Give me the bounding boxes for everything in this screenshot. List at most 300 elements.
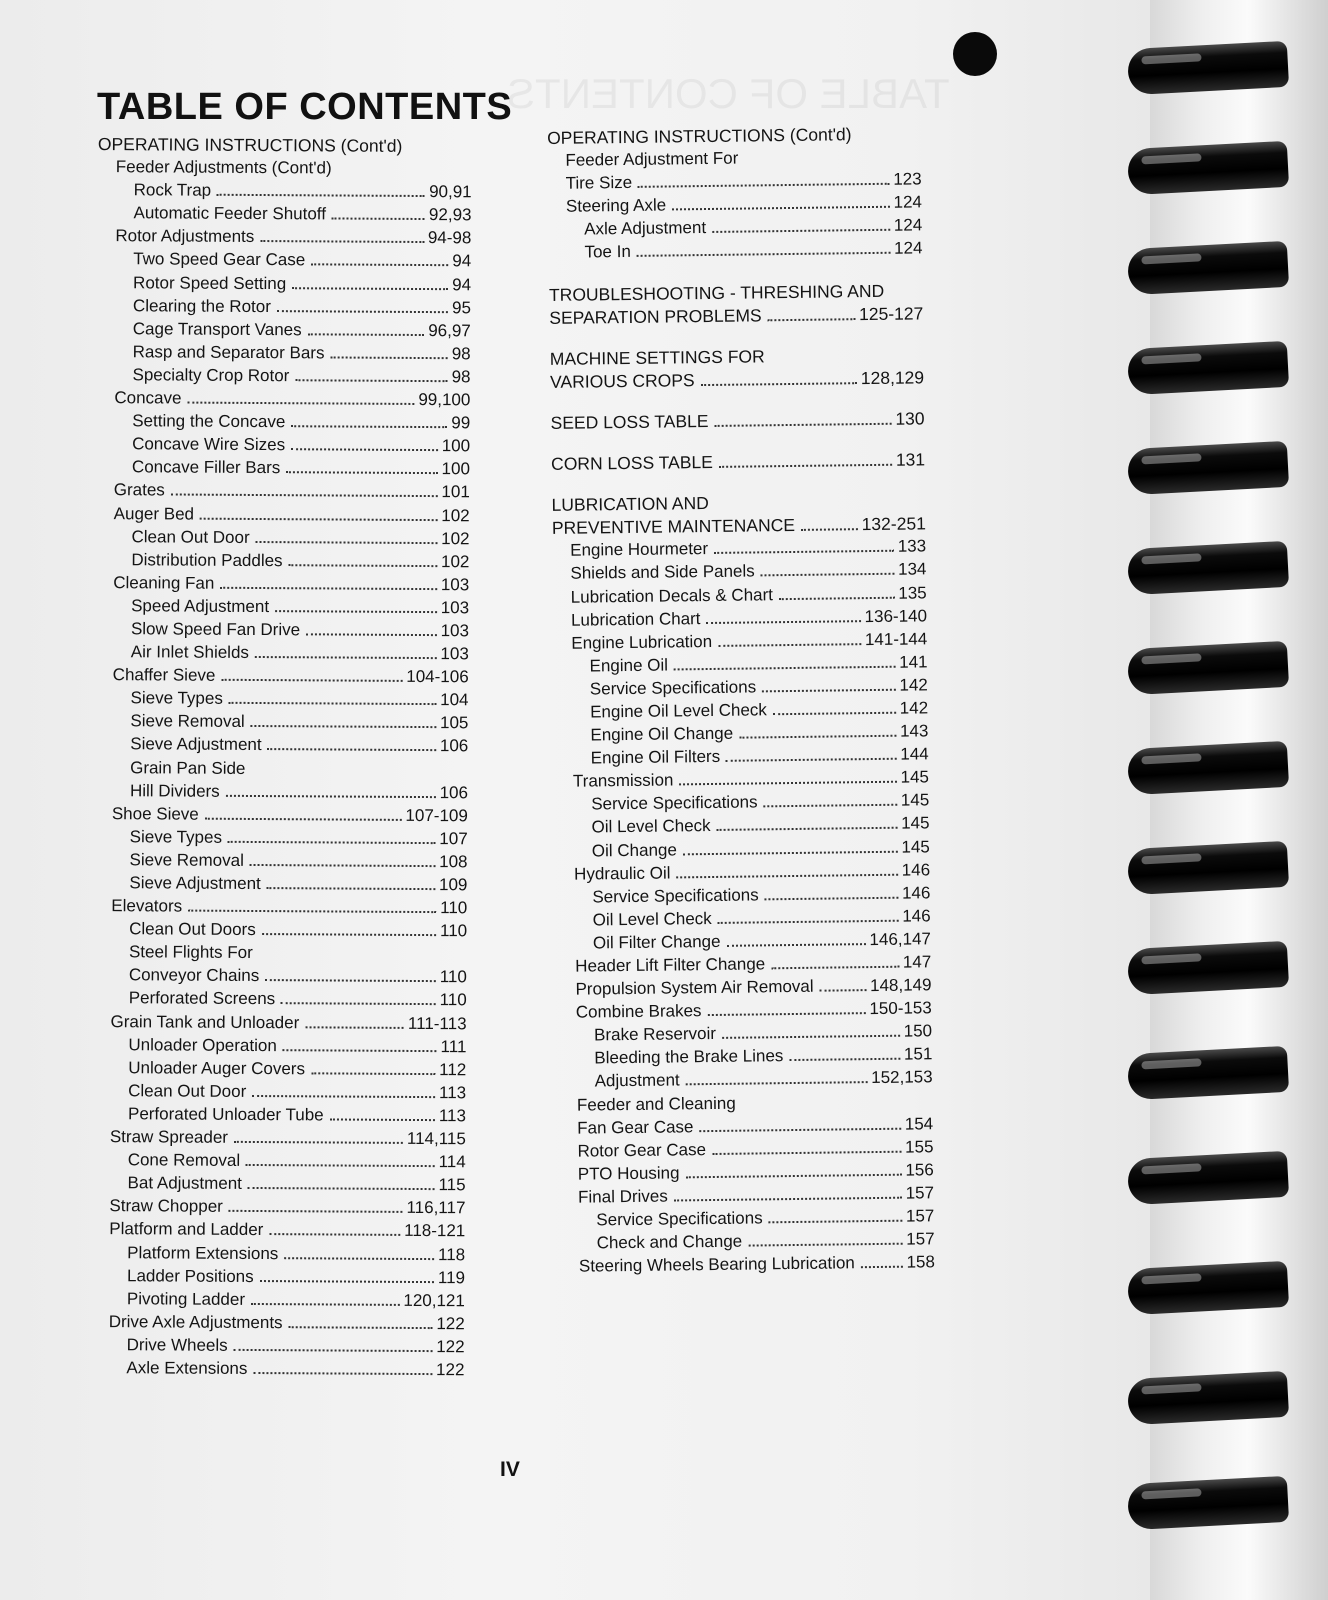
binding-coil [1127, 541, 1289, 595]
dot-leader [637, 252, 890, 257]
binding-coil [1127, 641, 1289, 695]
toc-entry-page: 94 [452, 251, 472, 271]
toc-entry-title: Service Specifications [589, 677, 757, 699]
toc-entry-page: 94 [452, 274, 472, 294]
dot-leader [726, 758, 896, 762]
toc-entry [88, 1127, 466, 1152]
toc-entry-page: 146,147 [869, 929, 932, 949]
toc-entry-title: Chaffer Sieve [112, 665, 216, 685]
toc-entry [91, 642, 469, 667]
dot-leader [769, 1220, 902, 1224]
toc-entry-title: Automatic Feeder Shutoff [133, 203, 327, 224]
toc-entry-title: Sieve Adjustment [129, 873, 261, 894]
toc-entry-page: 92,93 [428, 205, 472, 225]
toc-entry-page: 114,115 [406, 1128, 466, 1149]
toc-entry-title: Toe In [584, 242, 631, 262]
dot-leader [251, 725, 436, 728]
dot-leader [262, 933, 436, 936]
toc-entry [91, 550, 469, 575]
dot-leader [217, 194, 425, 197]
toc-entry-page: 119 [437, 1267, 466, 1287]
spiral-binding [1150, 0, 1328, 1600]
toc-entry [91, 573, 469, 598]
toc-entry-title: Lubrication Chart [570, 608, 701, 630]
toc-entry-title: Rotor Adjustments [115, 226, 255, 247]
dot-leader [311, 1072, 435, 1075]
toc-entry-page: 98 [451, 367, 471, 387]
toc-entry-title: Clean Out Doors [129, 919, 256, 940]
binding-coil [1127, 1151, 1289, 1205]
toc-entry [92, 480, 470, 505]
toc-entry [90, 804, 468, 829]
toc-entry-title: Final Drives [577, 1186, 668, 1207]
dot-leader [677, 873, 898, 878]
toc-entry-page: 130 [895, 408, 925, 429]
toc-entry-title: Steering Axle [565, 195, 667, 217]
dot-leader [306, 633, 436, 636]
toc-entry [90, 688, 468, 713]
toc-entry-title: Sieve Types [130, 688, 223, 709]
toc-entry-page: 98 [451, 344, 471, 364]
toc-entry-title: MACHINE SETTINGS FOR [549, 346, 765, 369]
dot-leader [234, 1141, 403, 1144]
toc-entry [89, 919, 467, 944]
dot-leader [281, 1003, 435, 1006]
toc-entry-title: Elevators [111, 896, 183, 916]
toc-entry [90, 781, 468, 806]
toc-entry-page: 157 [905, 1183, 935, 1203]
dot-leader [246, 1164, 434, 1167]
toc-entry-page: 146 [901, 859, 931, 880]
toc-entry [90, 758, 468, 783]
toc-entry-title: Grates [113, 480, 165, 500]
toc-entry [90, 711, 468, 736]
toc-entry-page: 102 [441, 505, 470, 525]
dot-leader [672, 206, 889, 211]
toc-entry [88, 1035, 466, 1060]
toc-entry-title: Two Speed Gear Case [133, 249, 306, 270]
dot-leader [308, 333, 425, 336]
toc-entry [90, 827, 468, 852]
toc-entry [88, 1104, 466, 1129]
toc-entry-page: 128,129 [860, 367, 925, 388]
toc-entry [87, 1312, 465, 1337]
toc-right-column [543, 123, 935, 1280]
dot-leader [764, 804, 897, 808]
toc-entry-title: Sieve Adjustment [130, 734, 262, 755]
toc-entry [88, 1173, 466, 1198]
toc-entry-page: 102 [441, 528, 470, 548]
dot-leader [229, 1210, 403, 1213]
toc-entry-page: 136-140 [864, 605, 928, 626]
dot-leader [286, 471, 437, 474]
dot-leader [779, 596, 894, 599]
dot-leader [221, 679, 402, 682]
dot-leader [251, 1303, 399, 1306]
toc-entry-page: 100 [441, 436, 471, 456]
toc-entry [93, 249, 471, 274]
toc-entry-page: 113 [438, 1106, 467, 1126]
dot-leader [291, 448, 438, 451]
dot-leader [789, 1058, 900, 1061]
toc-entry-title: Propulsion System Air Removal [575, 976, 814, 999]
toc-entry-page: 118 [437, 1244, 466, 1264]
binding-coil [1127, 1046, 1289, 1100]
toc-entry-page: 104 [440, 690, 469, 710]
toc-entry-title: Distribution Paddles [131, 549, 283, 570]
ghost-title: TABLE OF CONTENTS [507, 70, 950, 117]
toc-entry-page: 145 [901, 836, 930, 857]
toc-entry-title: Hill Dividers [129, 780, 220, 801]
toc-entry-title: Combine Brakes [575, 1001, 702, 1022]
toc-entry [92, 434, 470, 459]
toc-entry-page: 143 [899, 721, 929, 741]
toc-entry [88, 1150, 466, 1175]
toc-entry-title: Specialty Crop Rotor [132, 365, 290, 386]
toc-entry-page: 116,117 [406, 1198, 466, 1218]
dot-leader [265, 979, 435, 982]
dot-leader [718, 643, 861, 647]
dot-leader [188, 910, 436, 914]
dot-leader [686, 1082, 868, 1086]
dot-leader [638, 183, 889, 188]
toc-entry-page: 101 [441, 482, 470, 502]
dot-leader [260, 1280, 434, 1283]
toc-entry-page: 104-106 [406, 667, 469, 687]
toc-entry [89, 873, 467, 898]
toc-entry-title: Rasp and Separator Bars [132, 342, 325, 363]
binding-coil [1127, 441, 1289, 495]
toc-entry-page: 94-98 [427, 228, 472, 248]
toc-entry-page: 106 [439, 782, 469, 802]
toc-entry [92, 503, 470, 528]
toc-entry-page: 146 [902, 906, 931, 926]
toc-entry-title: Clean Out Door [128, 1081, 247, 1101]
toc-entry-title: Grain Tank and Unloader [110, 1011, 300, 1032]
toc-section-heading [94, 134, 472, 159]
toc-entry-page: 146 [901, 883, 931, 903]
toc-entry [88, 1012, 466, 1037]
dot-leader [739, 735, 896, 739]
binding-coil [1127, 1371, 1289, 1425]
toc-entry [91, 596, 469, 621]
toc-entry-page: 152,153 [871, 1067, 933, 1088]
toc-entry-title: OPERATING INSTRUCTIONS (Cont'd) [546, 124, 852, 148]
toc-entry-page: 103 [440, 621, 470, 641]
toc-entry-title: Perforated Unloader Tube [127, 1104, 324, 1125]
binding-coil [1127, 841, 1289, 895]
dot-leader [305, 1026, 404, 1029]
toc-entry-title: Rotor Speed Setting [133, 272, 287, 293]
dot-leader [226, 794, 436, 797]
toc-entry-title: Concave Filler Bars [131, 457, 281, 478]
toc-entry [94, 157, 472, 182]
dot-leader [289, 564, 437, 567]
toc-entry-title: Pivoting Ladder [126, 1288, 246, 1309]
toc-entry [92, 411, 470, 436]
toc-entry [88, 1081, 466, 1106]
toc-entry-page: 124 [894, 238, 923, 259]
toc-entry-title: VARIOUS CROPS [549, 370, 695, 392]
toc-entry-title: Straw Spreader [109, 1127, 229, 1147]
toc-entry [93, 203, 471, 228]
toc-entry-title: Brake Reservoir [593, 1024, 717, 1045]
dot-leader [718, 920, 899, 924]
dot-leader [275, 610, 437, 613]
dot-leader [762, 689, 895, 693]
dot-leader [861, 1266, 903, 1269]
toc-entry-title: Header Lift Filter Change [575, 954, 766, 976]
toc-entry-title: Platform Extensions [127, 1242, 279, 1263]
dot-leader [773, 712, 896, 716]
toc-entry-page: 99,100 [418, 390, 471, 410]
toc-entry-title: Oil Level Check [592, 908, 712, 930]
toc-entry-title: Conveyor Chains [128, 965, 260, 986]
page-title: TABLE OF CONTENTS [97, 86, 513, 128]
dot-leader [683, 850, 898, 855]
dot-leader [277, 310, 448, 313]
toc-entry-page: 100 [441, 459, 471, 479]
binding-coil [1127, 1261, 1289, 1315]
dot-leader [267, 887, 435, 890]
toc-entry-page: 134 [897, 559, 927, 580]
toc-entry-title: PREVENTIVE MAINTENANCE [551, 515, 796, 539]
toc-entry [557, 1253, 935, 1281]
toc-entry-title: Feeder Adjustments (Cont'd) [115, 157, 332, 178]
toc-entry-page: 125-127 [858, 303, 924, 324]
toc-entry [91, 619, 469, 644]
toc-entry-title: Speed Adjustment [131, 596, 270, 616]
toc-entry-title: Rotor Gear Case [577, 1139, 707, 1161]
dot-leader [820, 989, 866, 992]
toc-entry-page: 145 [901, 813, 930, 834]
toc-entry-title: Bleeding the Brake Lines [594, 1046, 784, 1068]
toc-entry [94, 180, 472, 205]
dot-leader [220, 587, 437, 590]
toc-entry-page: 110 [440, 898, 468, 918]
toc-entry-title: Lubrication Decals & Chart [570, 584, 774, 607]
toc-entry-page: 110 [439, 967, 467, 987]
toc-entry-title: Cone Removal [127, 1150, 241, 1171]
toc-entry-page: 112 [439, 1059, 467, 1080]
toc-entry-page: 107 [439, 828, 468, 849]
toc-entry-page: 150 [903, 1021, 933, 1041]
toc-entry-title: Engine Oil [589, 655, 669, 676]
toc-entry-page: 90,91 [429, 182, 472, 202]
dot-leader [248, 1187, 435, 1190]
toc-entry-title: Concave [114, 388, 182, 408]
toc-entry-title: Adjustment [594, 1070, 680, 1091]
toc-entry [87, 1289, 465, 1314]
toc-entry-title: Service Specifications [591, 792, 758, 814]
toc-entry-page: 108 [439, 852, 468, 872]
toc-entry-title: Axle Extensions [126, 1358, 248, 1378]
toc-entry-title: PTO Housing [577, 1163, 680, 1184]
dot-leader [761, 573, 894, 577]
toc-entry [88, 1058, 466, 1083]
toc-entry-title: Fan Gear Case [577, 1116, 694, 1138]
toc-entry-page: 118-121 [404, 1221, 466, 1241]
toc-entry-page: 120,121 [403, 1290, 465, 1310]
toc-entry-title: Service Specifications [596, 1208, 763, 1230]
toc-entry-title: Steering Wheels Bearing Lubrication [578, 1253, 855, 1276]
toc-entry-title: Bat Adjustment [127, 1173, 242, 1194]
dot-leader [686, 1174, 902, 1179]
toc-entry [92, 388, 470, 413]
toc-entry-page: 142 [899, 675, 928, 695]
dot-leader [707, 620, 861, 624]
toc-left-column [86, 134, 472, 1383]
dot-leader [311, 264, 448, 267]
toc-entry-page: 110 [439, 990, 467, 1010]
toc-entry [87, 1242, 465, 1267]
dot-leader [284, 1257, 434, 1260]
toc-entry-title: Straw Chopper [109, 1196, 223, 1217]
toc-entry-page: 131 [895, 449, 926, 470]
toc-entry-page: 145 [900, 790, 930, 811]
toc-entry-title: Sieve Types [129, 827, 223, 847]
dot-leader [748, 1243, 902, 1247]
toc-entry [90, 734, 468, 759]
dot-leader [768, 318, 855, 321]
toc-entry-title: Axle Adjustment [584, 218, 707, 239]
toc-entry [93, 226, 471, 251]
toc-entry-title: Setting the Concave [132, 411, 286, 432]
toc-entry-title: TROUBLESHOOTING - THRESHING AND [548, 280, 885, 305]
dot-leader [715, 423, 892, 427]
toc-entry-title: Engine Lubrication [571, 631, 713, 653]
toc-entry-title: Cleaning Fan [113, 572, 215, 593]
dot-leader [712, 229, 890, 233]
toc-entry-title: Engine Oil Filters [590, 747, 721, 768]
toc-entry-page: 109 [438, 875, 468, 895]
toc-entry-page: 113 [438, 1082, 467, 1103]
toc-entry-title: Engine Oil Change [590, 723, 734, 745]
toc-entry-title: Slow Speed Fan Drive [130, 619, 301, 640]
toc-entry-page: 154 [904, 1113, 934, 1134]
toc-entry [89, 988, 467, 1013]
dot-leader [229, 702, 436, 705]
dot-leader [330, 1118, 435, 1121]
toc-entry [91, 665, 469, 690]
dot-leader [268, 749, 436, 752]
toc-entry-title: LUBRICATION AND [551, 493, 709, 516]
binding-coil [1127, 41, 1289, 95]
dot-leader [255, 656, 437, 659]
toc-entry-page: 103 [440, 598, 470, 618]
toc-entry-page: 122 [436, 1336, 465, 1357]
toc-entry-title: Sieve Removal [129, 850, 244, 870]
toc-entry-page: 135 [898, 582, 927, 603]
dot-leader [330, 356, 447, 359]
toc-entry [86, 1358, 464, 1383]
toc-entry-page: 157 [906, 1229, 935, 1249]
dot-leader [717, 827, 898, 831]
toc-entry-title: Feeder and Cleaning [576, 1093, 736, 1115]
dot-leader [292, 287, 448, 290]
dot-leader [256, 541, 438, 544]
punch-hole [953, 32, 997, 76]
dot-leader [712, 1150, 901, 1154]
toc-entry [91, 527, 469, 552]
toc-entry-title: Oil Change [591, 839, 678, 860]
binding-coil [1127, 141, 1289, 195]
dot-leader [253, 1372, 432, 1375]
dot-leader [719, 464, 892, 468]
toc-entry-page: 151 [903, 1044, 933, 1065]
dot-leader [289, 1326, 433, 1329]
toc-entry-title: Shields and Side Panels [570, 561, 755, 584]
binding-coil [1127, 341, 1289, 395]
toc-entry-title: Clearing the Rotor [132, 295, 271, 316]
dot-leader [699, 1127, 900, 1131]
toc-entry-title: OPERATING INSTRUCTIONS (Cont'd) [97, 134, 403, 156]
toc-entry [92, 457, 470, 482]
dot-leader [234, 1349, 433, 1352]
toc-entry-title: Clean Out Door [131, 526, 250, 547]
dot-leader [701, 382, 857, 386]
dot-leader [679, 781, 896, 786]
toc-entry-title: Steel Flights For [128, 942, 253, 963]
toc-entry [87, 1266, 465, 1291]
toc-entry [93, 273, 471, 298]
dot-leader [714, 550, 894, 554]
dot-leader [765, 896, 898, 900]
toc-entry-page: 141-144 [864, 629, 928, 649]
dot-leader [801, 528, 858, 531]
toc-entry-title: Grain Pan Side [130, 757, 246, 778]
toc-entry-title: Rock Trap [133, 180, 212, 200]
toc-entry-page: 141 [899, 652, 928, 672]
dot-leader [674, 1197, 902, 1202]
toc-entry-title: Engine Oil Level Check [590, 700, 767, 722]
toc-entry-page: 111 [440, 1036, 467, 1056]
toc-entry-page: 103 [440, 574, 470, 595]
toc-entry [89, 965, 467, 990]
dot-leader [727, 943, 866, 947]
toc-entry [93, 296, 471, 321]
toc-entry-title: Check and Change [596, 1231, 743, 1253]
dot-leader [171, 494, 438, 498]
toc-entry-title: Ladder Positions [126, 1265, 254, 1286]
toc-entry-page: 157 [905, 1206, 935, 1226]
toc-entry [93, 319, 471, 344]
toc-entry-title: Sieve Removal [130, 711, 245, 732]
toc-entry-page: 158 [906, 1252, 935, 1272]
toc-entry-page: 156 [905, 1160, 934, 1180]
toc-entry-page: 122 [436, 1360, 465, 1380]
dot-leader [228, 841, 435, 844]
toc-entry-page: 124 [893, 215, 923, 236]
toc-entry-page: 111-113 [407, 1013, 467, 1033]
toc-entry-page: 148,149 [869, 975, 932, 996]
toc-entry-page: 107-109 [405, 805, 468, 826]
dot-leader [269, 1233, 400, 1236]
toc-entry-page: 147 [902, 952, 932, 972]
toc-entry-title: Cage Transport Vanes [132, 318, 302, 340]
toc-entry-page: 106 [439, 736, 469, 756]
toc-entry-title: Platform and Ladder [109, 1219, 264, 1240]
toc-entry [87, 1335, 465, 1360]
toc-entry-title: SEED LOSS TABLE [550, 410, 709, 433]
dot-leader [708, 1012, 866, 1016]
toc-entry-title: Perforated Screens [128, 988, 276, 1009]
dot-leader [332, 218, 425, 221]
binding-coil [1127, 241, 1289, 295]
toc-entry [87, 1196, 465, 1221]
toc-entry-page: 102 [440, 551, 470, 571]
toc-entry-page: 142 [899, 698, 929, 718]
